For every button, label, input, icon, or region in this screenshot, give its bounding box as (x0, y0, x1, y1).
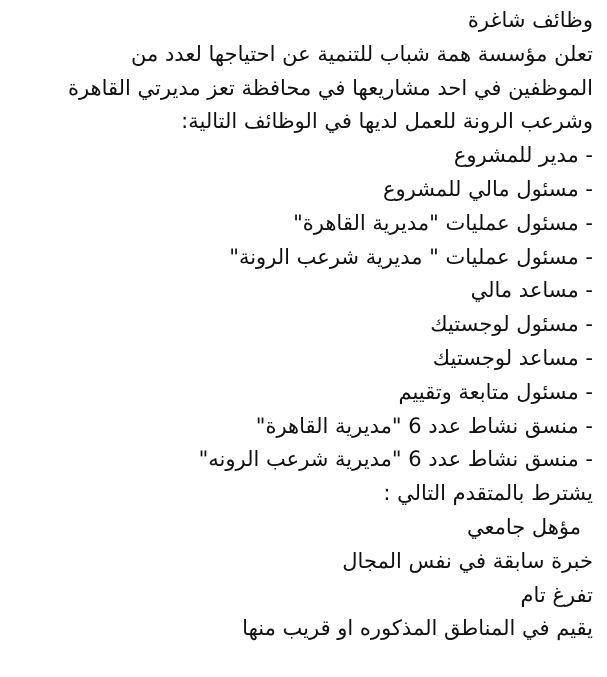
intro-line: الموظفين في احد مشاريعها في محافظة تعز مديرتي القاهرة (67, 75, 593, 100)
requirement-item: خبرة سابقة في نفس المجال (342, 548, 593, 573)
job-item: - مسئول عمليات "مديرية القاهرة" (293, 210, 593, 235)
job-item: - مدير للمشروع (453, 143, 593, 168)
intro-line: تعلن مؤسسة همة شباب للتنمية عن احتياجها لعدد من (131, 41, 593, 66)
job-item: - مسئول لوجستيك (430, 312, 593, 337)
requirement-item: مؤهل جامعي (466, 514, 581, 539)
requirements-heading: يشترط بالمتقدم التالي : (383, 481, 593, 506)
announcement-title: وظائف شاغرة (467, 8, 593, 32)
requirement-item: تفرغ تام (520, 582, 593, 607)
job-item: - مسئول مالي للمشروع (382, 176, 593, 201)
job-item: - منسق نشاط عدد 6 "مديرية شرعب الرونه" (198, 447, 593, 472)
requirement-item: يقيم في المناطق المذكوره او قريب منها (242, 616, 593, 641)
job-item: - منسق نشاط عدد 6 "مديرية القاهرة" (255, 413, 593, 438)
job-item: - مساعد لوجستيك (432, 345, 593, 370)
intro-line: وشرعب الرونة للعمل لديها في الوظائف التالية: (181, 109, 593, 134)
job-item: - مساعد مالي (470, 278, 593, 303)
job-item: - مسئول متابعة وتقييم (398, 379, 593, 404)
job-item: - مسئول عمليات " مديرية شرعب الرونة" (229, 244, 593, 269)
